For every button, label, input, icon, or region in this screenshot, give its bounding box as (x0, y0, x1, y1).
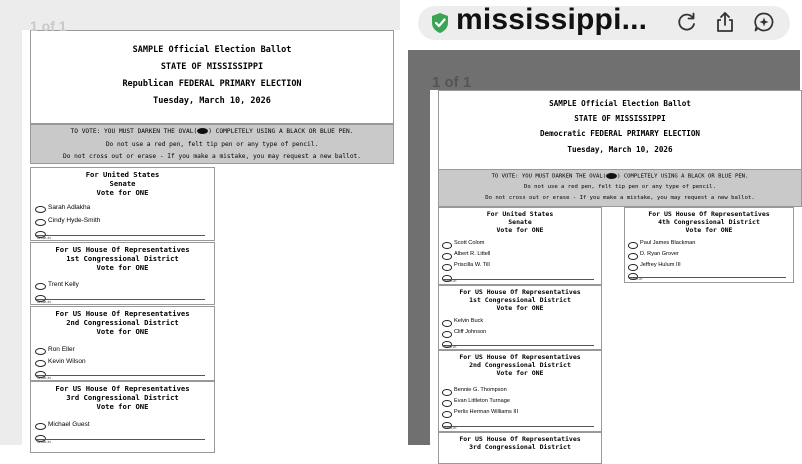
contest-title-line: For US House Of Representatives (648, 210, 770, 218)
page-indicator: 1 of 1 (432, 74, 472, 91)
contest-title-line: 1st Congressional District (66, 254, 179, 263)
candidate-oval[interactable] (35, 348, 46, 355)
writein-label: Write-in (630, 277, 643, 281)
contest-title-line: 1st Congressional District (469, 296, 571, 304)
contest-us-house-district-1 (30, 242, 215, 305)
writein-label: Write-in (444, 426, 457, 430)
ballot-header (30, 30, 394, 124)
candidate-name: Cliff Johnson (454, 329, 487, 335)
candidate-name: Sarah Adlakha (48, 204, 91, 211)
filled-oval-icon (606, 173, 617, 179)
contest-vote-instruction: Vote for ONE (96, 188, 149, 197)
contest-title-line: For US House Of Representatives (459, 353, 581, 361)
contest-vote-instruction: Vote for ONE (496, 369, 544, 377)
candidate-name: Kevin Wilson (48, 358, 86, 365)
contest-vote-instruction: Vote for ONE (496, 226, 544, 234)
contest-us-house-district-2 (438, 350, 602, 432)
ballot-state: STATE OF MISSISSIPPI (574, 114, 666, 123)
candidate-name: Kelvin Buck (454, 318, 484, 324)
instruction-line: Do not use a red pen, felt tip pen or any type of pencil. (524, 184, 716, 190)
candidate-oval[interactable] (35, 283, 46, 290)
writein-line[interactable] (442, 426, 594, 427)
candidate-name: Ron Eller (48, 346, 75, 353)
voting-instructions (30, 124, 394, 164)
ballot-title: SAMPLE Official Election Ballot (549, 99, 691, 108)
candidate-oval[interactable] (442, 331, 452, 338)
writein-label: Write-in (37, 299, 51, 304)
republican-ballot-view (0, 0, 400, 445)
contest-title-line: For United States (486, 210, 554, 218)
ballot-title: SAMPLE Official Election Ballot (132, 45, 292, 55)
instruction-line: Do not cross out or erase - If you make a mistake, you may request a new ballot. (62, 153, 361, 160)
ballot-page (430, 90, 800, 451)
candidate-oval[interactable] (35, 423, 46, 430)
contest-title-line: Senate (508, 218, 532, 226)
writein-line[interactable] (35, 235, 205, 236)
candidate-oval[interactable] (35, 219, 46, 226)
instruction-line: Do not cross out or erase - If you make a mistake, you may request a new ballot. (485, 195, 755, 201)
ballot-header (438, 90, 802, 170)
candidate-oval[interactable] (442, 320, 452, 327)
contest-title-line: For United States (85, 170, 160, 179)
contest-vote-instruction: Vote for ONE (496, 304, 544, 312)
voting-instructions (438, 169, 802, 207)
candidate-name: Evan Littleton Turnage (454, 398, 510, 404)
contest-title-line: For US House Of Representatives (55, 309, 190, 318)
ballot-page (22, 30, 400, 445)
contest-us-house-district-4 (624, 207, 794, 283)
reload-icon[interactable] (676, 11, 698, 33)
candidate-oval[interactable] (628, 253, 638, 260)
candidate-name: Perlis Herman Williams III (454, 409, 519, 415)
candidate-oval[interactable] (35, 206, 46, 213)
candidate-name: Michael Guest (48, 421, 90, 428)
contest-title-line: 3rd Congressional District (66, 393, 179, 402)
candidate-name: D. Ryan Grover (640, 251, 679, 257)
candidate-name: Albert R. Littell (454, 251, 491, 257)
share-icon[interactable] (714, 11, 736, 33)
contest-title-line: Senate (109, 179, 136, 188)
candidate-name: Cindy Hyde-Smith (48, 217, 101, 224)
contest-title-line: 2nd Congressional District (469, 361, 571, 369)
page-indicator: 1 of 1 (30, 18, 67, 34)
contest-vote-instruction: Vote for ONE (96, 327, 149, 336)
ballot-election: Republican FEDERAL PRIMARY ELECTION (122, 79, 302, 89)
contest-vote-instruction: Vote for ONE (96, 263, 149, 272)
contest-vote-instruction: Vote for ONE (685, 226, 733, 234)
candidate-oval[interactable] (442, 400, 452, 407)
writein-label: Write-in (444, 279, 457, 283)
candidate-oval[interactable] (628, 264, 638, 271)
writein-label: Write-in (37, 375, 51, 380)
writein-line[interactable] (35, 299, 205, 300)
browser-address-bar (408, 0, 800, 46)
contest-us-senate (438, 207, 602, 285)
candidate-name: Bennie G. Thompson (454, 387, 507, 393)
candidate-oval[interactable] (442, 253, 452, 260)
contest-us-senate (30, 167, 215, 241)
instruction-line: TO VOTE: YOU MUST DARKEN THE OVAL( ) COMPLETELY USING A BLACK OR BLUE PEN. (491, 173, 749, 180)
instruction-line: TO VOTE: YOU MUST DARKEN THE OVAL( ) COMPLETELY USING A BLACK OR BLUE PEN. (70, 128, 354, 135)
writein-line[interactable] (35, 375, 205, 376)
contest-title-line: For US House Of Representatives (459, 288, 581, 296)
contest-title-line: 2nd Congressional District (66, 318, 179, 327)
candidate-oval[interactable] (442, 264, 452, 271)
contest-title-line: For US House Of Representatives (55, 384, 190, 393)
candidate-name: Paul James Blackman (640, 240, 696, 246)
contest-us-house-district-1 (438, 285, 602, 350)
candidate-name: Trent Kelly (48, 281, 79, 288)
split-divider (400, 0, 408, 445)
contest-title-line: For US House Of Representatives (55, 245, 190, 254)
democratic-ballot-browser (408, 0, 800, 451)
chat-sparkle-icon[interactable] (753, 11, 775, 33)
contest-title-line: 4th Congressional District (658, 218, 760, 226)
ballot-election: Democratic FEDERAL PRIMARY ELECTION (539, 129, 700, 138)
candidate-name: Jeffrey Hulum III (640, 262, 681, 268)
candidate-oval[interactable] (442, 411, 452, 418)
writein-line[interactable] (35, 439, 205, 440)
ballot-state: STATE OF MISSISSIPPI (160, 62, 264, 72)
shield-check-icon (430, 12, 450, 34)
candidate-oval[interactable] (35, 360, 46, 367)
writein-line[interactable] (442, 279, 594, 280)
pdf-viewer[interactable] (408, 50, 800, 451)
contest-vote-instruction: Vote for ONE (96, 402, 149, 411)
candidate-oval[interactable] (442, 389, 452, 396)
candidate-oval[interactable] (628, 242, 638, 249)
contest-title-line: 3rd Congressional District (469, 443, 571, 451)
ballot-date: Tuesday, March 10, 2026 (567, 145, 673, 154)
contest-title-line: For US House Of Representatives (459, 435, 581, 443)
url-text[interactable]: mississippi... (456, 3, 648, 36)
writein-line[interactable] (628, 277, 786, 278)
contest-us-house-district-2 (30, 306, 215, 381)
contest-us-house-district-3 (438, 432, 602, 464)
writein-line[interactable] (442, 345, 594, 346)
candidate-oval[interactable] (442, 242, 452, 249)
filled-oval-icon (197, 128, 208, 134)
contest-us-house-district-3 (30, 381, 215, 453)
writein-label: Write-in (37, 439, 51, 444)
candidate-name: Priscilla W. Till (454, 262, 490, 268)
candidate-name: Scott Colom (454, 240, 485, 246)
ballot-date: Tuesday, March 10, 2026 (153, 96, 271, 106)
instruction-line: Do not use a red pen, felt tip pen or any type of pencil. (105, 141, 319, 148)
writein-label: Write-in (37, 235, 51, 240)
writein-label: Write-in (444, 345, 457, 349)
